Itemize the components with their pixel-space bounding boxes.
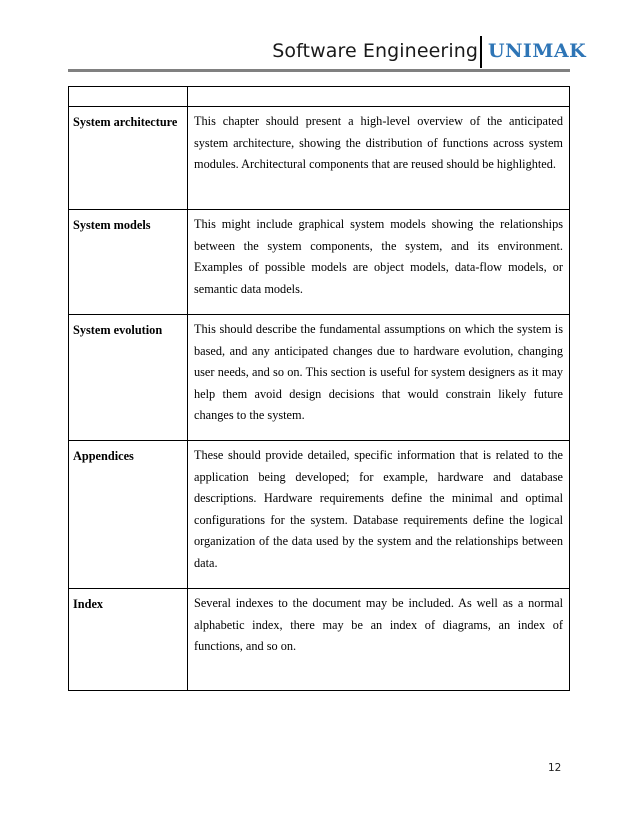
row-term: Appendices <box>69 441 188 589</box>
page-header <box>0 34 638 72</box>
header-divider <box>480 36 482 68</box>
page-number: 12 <box>548 762 562 774</box>
header-title: Software Engineering <box>272 40 478 62</box>
row-description: This should describe the fundamental assumptions on which the system is based, and any anticipated changes due to hardware evolution, changing user needs, and so on. This section is useful for system designers as it may help them avoid design decisions that would constrain likely future changes to the system. <box>188 315 570 441</box>
table-row <box>69 210 570 315</box>
document-structure-table <box>68 86 570 691</box>
empty-cell <box>69 87 188 107</box>
row-term: System evolution <box>69 315 188 441</box>
header-rule <box>68 69 570 72</box>
table-row <box>69 589 570 691</box>
row-description: Several indexes to the document may be included. As well as a normal alphabetic index, there may be an index of diagrams, an index of functions, and so on. <box>188 589 570 691</box>
table-header-row <box>69 87 570 107</box>
row-description: These should provide detailed, specific information that is related to the application being developed; for example, hardware and database descriptions. Hardware requirements define the minimal and optimal configurations for the system. Database requirements define the logical organization of the data used by the system and the relationships between data. <box>188 441 570 589</box>
table-row <box>69 107 570 210</box>
table-row <box>69 315 570 441</box>
unimak-logo: UNIMAK <box>488 40 587 62</box>
row-term: Index <box>69 589 188 691</box>
row-description: This chapter should present a high-level overview of the anticipated system architecture, showing the distribution of functions across system modules. Architectural components that are reused should be highlighted. <box>188 107 570 210</box>
row-description: This might include graphical system models showing the relationships between the system components, the system, and its environment. Examples of possible models are object models, data-flow models, or semantic data models. <box>188 210 570 315</box>
row-term: System architecture <box>69 107 188 210</box>
row-term: System models <box>69 210 188 315</box>
table-row <box>69 441 570 589</box>
empty-cell <box>188 87 570 107</box>
